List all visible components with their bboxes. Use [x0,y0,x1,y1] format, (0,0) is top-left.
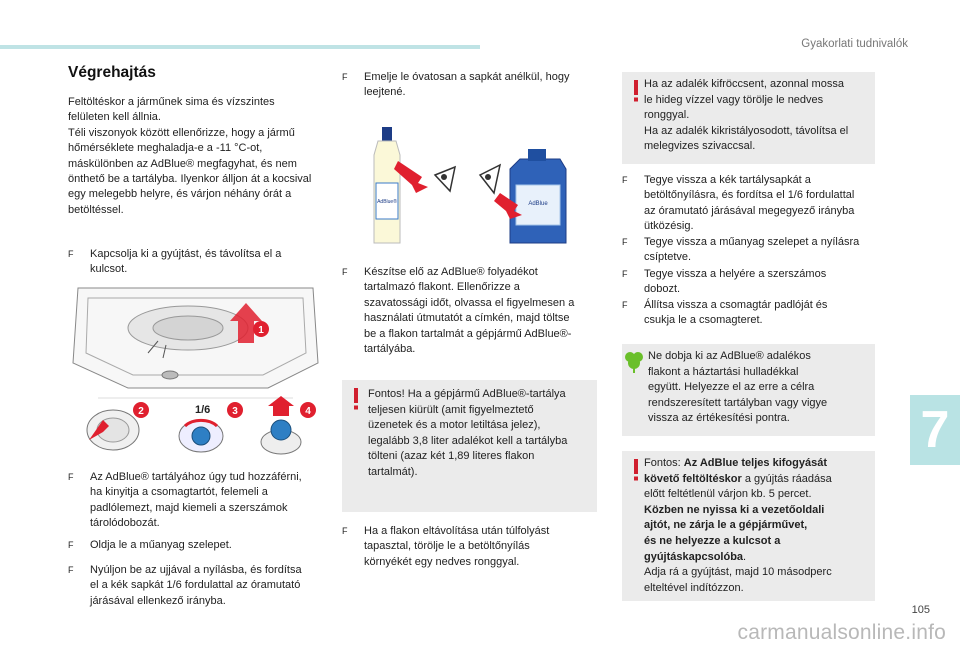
warning-note-empty-tank: Fontos! Ha a gépjármű AdBlue®-tartálya teljesen kiürült (amit figyelmeztető üzenetek és a motor letiltása jelez), legalább 3,8 liter adalékot kell a tartályba tölteni (azaz két 1,89 literes flakon tartalmát). [342,380,597,512]
svg-text:4: 4 [305,406,311,417]
intro-paragraph: Feltöltéskor a járműnek sima és vízszintes felületen kell állnia. Téli viszonyok között ellenőrizze, hogy a jármű hőmérséklete meghaladja-e a -11 °C-ot, máskülönben az AdBlue® megfagyhat, és nem önthető be a tartályba. Ilyenkor álljon át a kocsival egy melegebb helyre, és várjon néhány órát a betöltéssel. [68,96,312,216]
page-header-title: Gyakorlati tudnivalók [801,38,908,50]
header-rule [0,45,480,49]
warning-exclamation-icon [632,80,640,102]
step-bullet-lift-cap: F Emelje le óvatosan a sapkát anélkül, hogy leejtené. [342,71,570,99]
step-bullet-prepare: F Készítse elő az AdBlue® folyadékot tartalmazó flakont. Ellenőrizze a szavatossági időt, olvassa el figyelmesen a használati útmutatót a címkén, majd töltse be a flakon tartalmát a gépjármű AdBlue®- tartályába. [342,266,575,356]
step-bullet-wipe: F Ha a flakon eltávolítása után túlfolyást tapasztal, törölje le a betöltőnyílás környékét egy nedves ronggyal. [342,525,550,568]
step-bullet-access: F Az AdBlue® tartályához úgy tud hozzáférni, ha kinyitja a csomagtartót, felemeli a padlólemezt, majd kiemeli a szerszámok tárolódobozát. [68,471,302,530]
step-bullet-refit-toolbox: F Tegye vissza a helyére a szerszámos dobozt. [622,268,827,296]
trunk-figure [68,283,323,458]
watermark: carmanualsonline.info [737,621,946,644]
warning-exclamation-icon [352,388,360,410]
step-bullet-close-boot: F Állítsa vissza a csomagtár padlóját és csukja le a csomagteret. [622,299,828,327]
warning-note-refill-procedure: Fontos: Az AdBlue teljes kifogyását követő feltöltéskor a gyújtás ráadása előtt feltétlenül várjon kb. 5 percet. Közben ne nyissa ki a vezetőoldali ajtót, ne zárja le a gépjárművet, és ne helyezze a kulcsot a gyújtáskapcsolóba. Adja rá a gyújtást, majd 10 másodperc elteltével indítózzon. [622,451,875,601]
svg-text:2: 2 [138,406,144,417]
step-bullet-valve: F Oldja le a műanyag szelepet. [68,539,232,551]
svg-text:1/6: 1/6 [195,404,211,416]
section-title: Végrehajtás [68,64,156,81]
figure-number-1: 1 [258,325,264,336]
step-bullet-refit-valve: F Tegye vissza a műanyag szelepet a nyílásra csíptetve. [622,236,860,264]
step-bullet-refit-cap: F Tegye vissza a kék tartálysapkát a betöltőnyílásra, és fordítsa el 1/6 fordulattal az óramutató járásával megegyező irányba ütközésig. [622,174,855,233]
adblue-containers-figure [360,125,570,250]
warning-exclamation-icon [632,459,640,481]
recycle-leaf-icon [624,350,644,374]
warning-note-splash: Ha az adalék kifröccsent, azonnal mossa le hideg vízzel vagy törölje le nedves ronggyal. Ha az adalék kikristályosodott, távolítsa el melegvizes szivaccsal. [622,72,875,164]
step-bullet-ignition: F Kapcsolja ki a gyújtást, és távolítsa el a kulcsot. [68,248,282,276]
environment-note: Ne dobja ki az AdBlue® adalékos flakont a háztartási hulladékkal együtt. Helyezze el az erre a célra rendszeresített tartályban vagy vigye vissza az értékesítési pontra. [622,344,875,436]
svg-text:AdBlue®: AdBlue® [377,199,397,205]
svg-text:AdBlue: AdBlue [528,201,548,207]
step-bullet-cap: F Nyúljon be az ujjával a nyílásba, és fordítsa el a kék sapkát 1/6 fordulattal az óramutató járásával ellenkező irányba. [68,564,302,607]
page-number: 105 [911,604,930,616]
svg-text:3: 3 [232,406,238,417]
chapter-tab: 7 [910,395,960,465]
